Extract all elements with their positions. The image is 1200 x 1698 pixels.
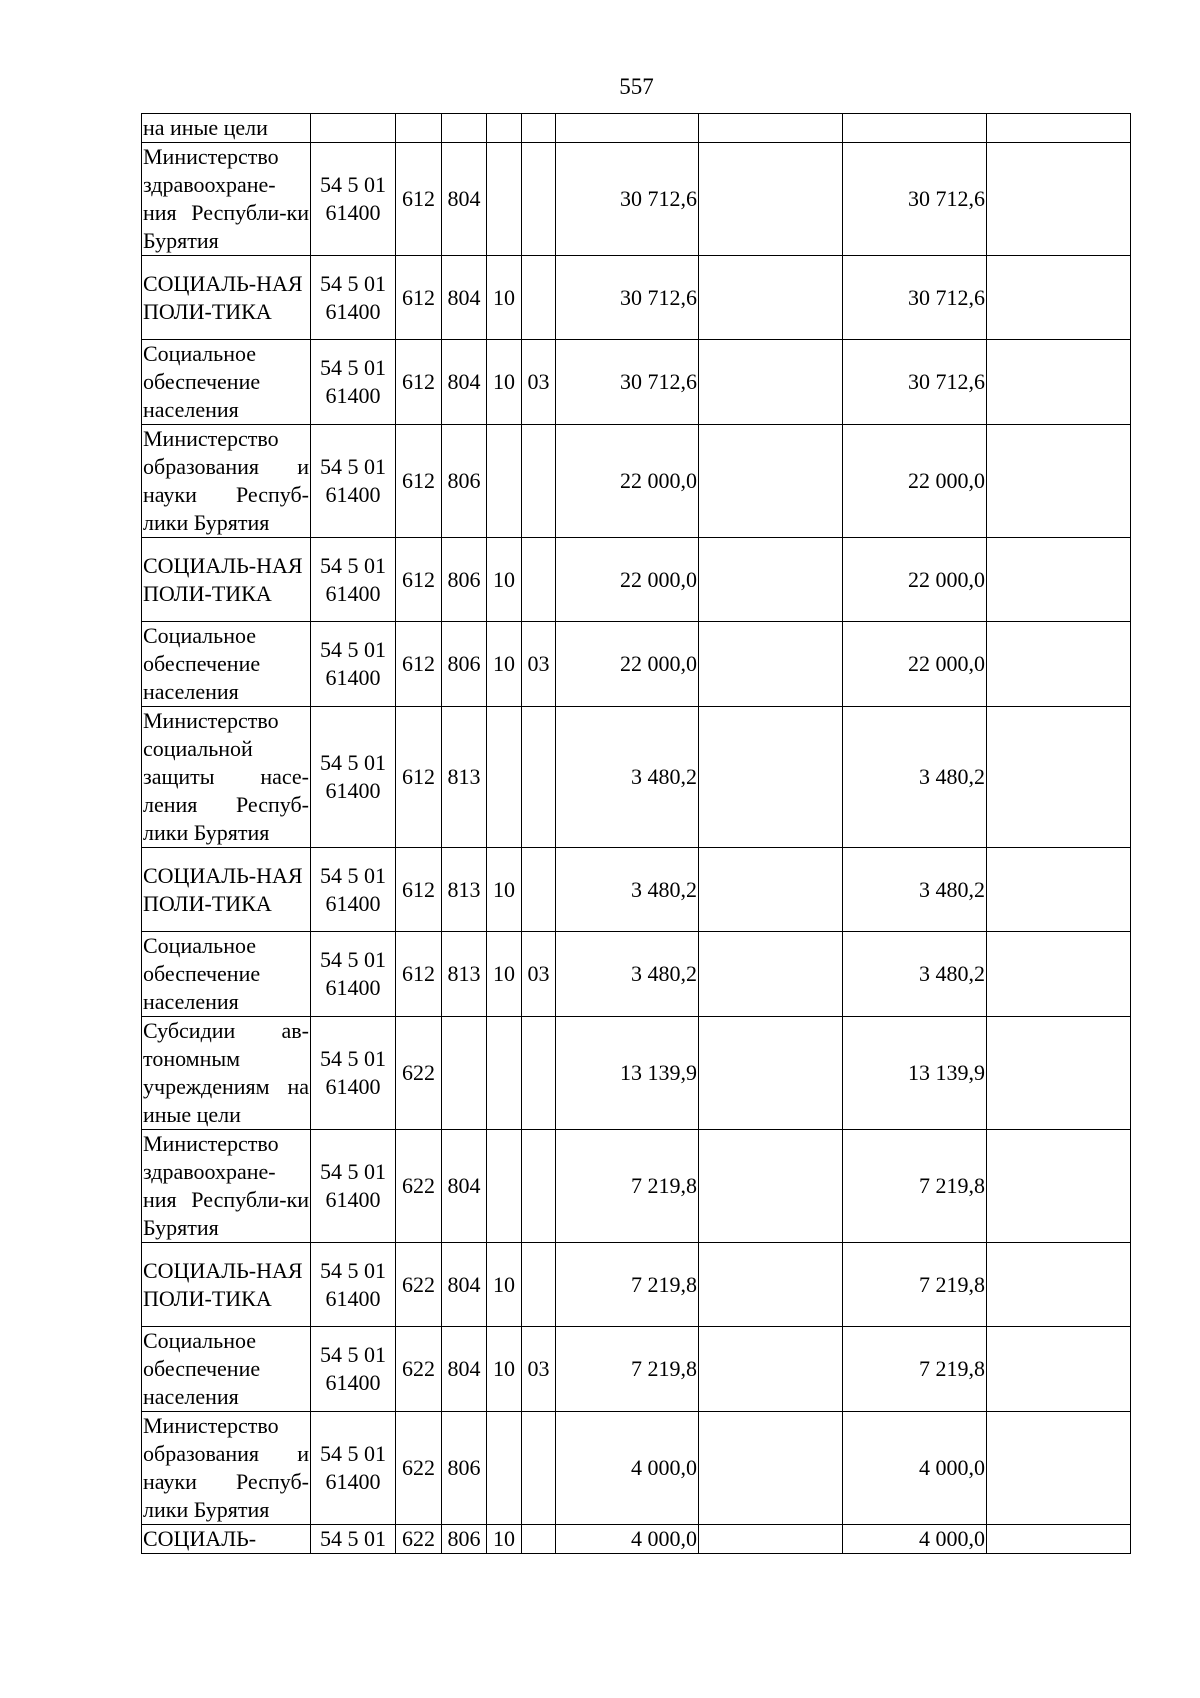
row-pr-cell <box>522 1412 556 1525</box>
row-rz-cell <box>487 425 522 538</box>
row-sum2-cell <box>699 1412 843 1525</box>
table-row <box>142 1017 1131 1130</box>
row-pr-cell: 03 <box>522 932 556 1017</box>
table-row <box>142 143 1131 256</box>
row-grbs-cell: 813 <box>442 848 487 932</box>
row-grbs-cell: 804 <box>442 256 487 340</box>
row-grbs-cell <box>442 1017 487 1130</box>
row-pr-cell <box>522 1243 556 1327</box>
row-rz-cell: 10 <box>487 1525 522 1554</box>
row-sum3-cell: 22 000,0 <box>843 425 987 538</box>
row-sum3-cell: 22 000,0 <box>843 538 987 622</box>
csr-line: 61400 <box>325 778 381 803</box>
row-empty-cell <box>987 707 1131 848</box>
row-pr-cell <box>522 256 556 340</box>
row-sum1-cell: 22 000,0 <box>556 622 699 707</box>
row-vr-cell: 622 <box>396 1017 442 1130</box>
row-sum2-cell <box>699 1525 843 1554</box>
row-sum3-cell: 4 000,0 <box>843 1412 987 1525</box>
table-row <box>142 425 1131 538</box>
row-sum3-cell: 30 712,6 <box>843 340 987 425</box>
row-sum1-cell: 7 219,8 <box>556 1243 699 1327</box>
row-name-cell: Субсидии ав-тономным учреждениям на иные цели <box>142 1017 311 1130</box>
row-sum2-cell <box>699 622 843 707</box>
row-rz-cell <box>487 1017 522 1130</box>
row-name-cell: Социальное обеспечение населения <box>142 1327 311 1412</box>
row-pr-cell <box>522 114 556 143</box>
row-sum2-cell <box>699 114 843 143</box>
row-csr-cell <box>311 143 396 256</box>
row-rz-cell: 10 <box>487 1243 522 1327</box>
csr-line: 61400 <box>325 482 381 507</box>
csr-line: 54 5 01 <box>320 1526 386 1551</box>
table-row <box>142 114 1131 143</box>
row-sum2-cell <box>699 1243 843 1327</box>
row-name-cell: Министерство здравоохране-ния Республи-ки Бурятия <box>142 1130 311 1243</box>
row-rz-cell <box>487 707 522 848</box>
table-body <box>142 114 1131 1554</box>
row-pr-cell <box>522 143 556 256</box>
csr-line: 54 5 01 <box>320 172 386 197</box>
row-sum3-cell: 22 000,0 <box>843 622 987 707</box>
row-rz-cell <box>487 143 522 256</box>
row-csr-cell <box>311 848 396 932</box>
row-name-cell: СОЦИАЛЬ-НАЯ ПОЛИ-ТИКА <box>142 538 311 622</box>
row-csr-cell <box>311 1412 396 1525</box>
csr-line: 61400 <box>325 1469 381 1494</box>
csr-line: 54 5 01 <box>320 862 386 888</box>
row-empty-cell <box>987 1525 1131 1554</box>
row-rz-cell: 10 <box>487 848 522 932</box>
row-csr-cell <box>311 622 396 707</box>
row-csr-cell <box>311 1327 396 1412</box>
row-pr-cell: 03 <box>522 622 556 707</box>
row-name-cell: Социальное обеспечение населения <box>142 340 311 425</box>
row-vr-cell: 612 <box>396 848 442 932</box>
row-csr-cell <box>311 1017 396 1130</box>
row-name-cell: Министерство социальной защиты насе-ления Респуб-лики Бурятия <box>142 707 311 848</box>
table-row <box>142 1412 1131 1525</box>
row-grbs-cell: 806 <box>442 622 487 707</box>
row-sum1-cell: 7 219,8 <box>556 1327 699 1412</box>
csr-line: 54 5 01 <box>320 1046 386 1071</box>
csr-line: 61400 <box>325 975 381 1000</box>
csr-line: 61400 <box>325 383 381 408</box>
table-row <box>142 707 1131 848</box>
table-row <box>142 256 1131 340</box>
row-sum3-cell: 30 712,6 <box>843 256 987 340</box>
row-sum3-cell <box>843 114 987 143</box>
row-sum1-cell: 7 219,8 <box>556 1130 699 1243</box>
row-sum2-cell <box>699 932 843 1017</box>
csr-line: 61400 <box>325 298 381 324</box>
row-sum3-cell: 13 139,9 <box>843 1017 987 1130</box>
table-row <box>142 340 1131 425</box>
row-empty-cell <box>987 622 1131 707</box>
row-sum2-cell <box>699 1327 843 1412</box>
row-empty-cell <box>987 932 1131 1017</box>
row-empty-cell <box>987 1017 1131 1130</box>
table-row <box>142 622 1131 707</box>
row-pr-cell: 03 <box>522 340 556 425</box>
csr-line: 54 5 01 <box>320 1441 386 1466</box>
row-grbs-cell: 806 <box>442 1412 487 1525</box>
row-sum2-cell <box>699 340 843 425</box>
row-sum2-cell <box>699 707 843 848</box>
row-rz-cell: 10 <box>487 538 522 622</box>
csr-line: 61400 <box>325 1074 381 1099</box>
row-sum3-cell: 4 000,0 <box>843 1525 987 1554</box>
row-sum2-cell <box>699 1017 843 1130</box>
row-sum2-cell <box>699 143 843 256</box>
row-grbs-cell: 813 <box>442 707 487 848</box>
row-pr-cell <box>522 707 556 848</box>
row-rz-cell: 10 <box>487 932 522 1017</box>
row-rz-cell: 10 <box>487 256 522 340</box>
row-sum2-cell <box>699 538 843 622</box>
row-sum2-cell <box>699 425 843 538</box>
row-vr-cell: 622 <box>396 1525 442 1554</box>
row-vr-cell: 612 <box>396 340 442 425</box>
table-row <box>142 1327 1131 1412</box>
csr-line: 61400 <box>325 580 381 606</box>
row-name-cell: СОЦИАЛЬ-НАЯ ПОЛИ-ТИКА <box>142 256 311 340</box>
row-sum1-cell: 30 712,6 <box>556 256 699 340</box>
row-empty-cell <box>987 1412 1131 1525</box>
row-vr-cell: 612 <box>396 425 442 538</box>
row-vr-cell: 612 <box>396 707 442 848</box>
row-vr-cell: 622 <box>396 1243 442 1327</box>
csr-line: 54 5 01 <box>320 750 386 775</box>
table-row <box>142 538 1131 622</box>
row-pr-cell <box>522 538 556 622</box>
row-pr-cell <box>522 425 556 538</box>
row-empty-cell <box>987 143 1131 256</box>
row-sum3-cell: 3 480,2 <box>843 848 987 932</box>
row-empty-cell <box>987 340 1131 425</box>
row-sum1-cell: 4 000,0 <box>556 1412 699 1525</box>
row-vr-cell: 612 <box>396 143 442 256</box>
row-sum2-cell <box>699 848 843 932</box>
row-csr-cell <box>311 932 396 1017</box>
row-vr-cell: 622 <box>396 1130 442 1243</box>
row-csr-cell <box>311 707 396 848</box>
csr-line: 61400 <box>325 1285 381 1311</box>
row-sum1-cell: 22 000,0 <box>556 538 699 622</box>
csr-line: 54 5 01 <box>320 1159 386 1184</box>
row-sum3-cell: 7 219,8 <box>843 1327 987 1412</box>
row-sum1-cell: 3 480,2 <box>556 707 699 848</box>
row-csr-cell <box>311 1525 396 1554</box>
row-empty-cell <box>987 256 1131 340</box>
row-sum1-cell: 3 480,2 <box>556 932 699 1017</box>
row-sum3-cell: 7 219,8 <box>843 1130 987 1243</box>
table-row <box>142 1243 1131 1327</box>
csr-line: 61400 <box>325 665 381 690</box>
row-empty-cell <box>987 1327 1131 1412</box>
csr-line: 54 5 01 <box>320 552 386 578</box>
csr-line: 54 5 01 <box>320 355 386 380</box>
row-pr-cell <box>522 848 556 932</box>
row-vr-cell: 612 <box>396 256 442 340</box>
csr-line: 61400 <box>325 1187 381 1212</box>
csr-line: 54 5 01 <box>320 637 386 662</box>
page-number: 557 <box>619 74 654 99</box>
row-pr-cell <box>522 1017 556 1130</box>
csr-line: 61400 <box>325 1370 381 1395</box>
row-csr-cell <box>311 256 396 340</box>
csr-line: 54 5 01 <box>320 1257 386 1283</box>
row-grbs-cell: 804 <box>442 143 487 256</box>
row-grbs-cell: 804 <box>442 340 487 425</box>
row-rz-cell: 10 <box>487 622 522 707</box>
row-grbs-cell: 804 <box>442 1327 487 1412</box>
row-name-cell: Социальное обеспечение населения <box>142 622 311 707</box>
row-vr-cell: 612 <box>396 538 442 622</box>
row-grbs-cell <box>442 114 487 143</box>
row-rz-cell: 10 <box>487 340 522 425</box>
table-row <box>142 932 1131 1017</box>
table-row <box>142 848 1131 932</box>
row-grbs-cell: 804 <box>442 1130 487 1243</box>
row-name-cell: СОЦИАЛЬ- <box>142 1525 311 1554</box>
row-pr-cell <box>522 1525 556 1554</box>
row-empty-cell <box>987 1243 1131 1327</box>
row-sum1-cell: 30 712,6 <box>556 143 699 256</box>
row-csr-cell <box>311 1130 396 1243</box>
row-sum3-cell: 3 480,2 <box>843 707 987 848</box>
table-row <box>142 1130 1131 1243</box>
csr-line: 54 5 01 <box>320 270 386 296</box>
row-sum1-cell: 13 139,9 <box>556 1017 699 1130</box>
row-pr-cell: 03 <box>522 1327 556 1412</box>
row-rz-cell <box>487 1130 522 1243</box>
row-empty-cell <box>987 538 1131 622</box>
table-row <box>142 1525 1131 1554</box>
budget-table <box>141 113 1131 1554</box>
row-name-cell: на иные цели <box>142 114 311 143</box>
row-vr-cell: 622 <box>396 1412 442 1525</box>
row-grbs-cell: 806 <box>442 1525 487 1554</box>
row-pr-cell <box>522 1130 556 1243</box>
row-sum1-cell: 30 712,6 <box>556 340 699 425</box>
csr-line: 61400 <box>325 200 381 225</box>
csr-line: 54 5 01 <box>320 454 386 479</box>
row-csr-cell <box>311 538 396 622</box>
row-empty-cell <box>987 114 1131 143</box>
row-sum1-cell: 3 480,2 <box>556 848 699 932</box>
row-name-cell: Социальное обеспечение населения <box>142 932 311 1017</box>
row-vr-cell: 612 <box>396 622 442 707</box>
row-sum3-cell: 30 712,6 <box>843 143 987 256</box>
row-csr-cell <box>311 1243 396 1327</box>
row-vr-cell: 612 <box>396 932 442 1017</box>
row-grbs-cell: 804 <box>442 1243 487 1327</box>
row-vr-cell: 622 <box>396 1327 442 1412</box>
row-csr-cell <box>311 425 396 538</box>
row-empty-cell <box>987 1130 1131 1243</box>
row-name-cell: Министерство образования и науки Респуб-лики Бурятия <box>142 425 311 538</box>
row-sum3-cell: 3 480,2 <box>843 932 987 1017</box>
row-sum1-cell: 4 000,0 <box>556 1525 699 1554</box>
row-grbs-cell: 806 <box>442 538 487 622</box>
row-sum1-cell: 22 000,0 <box>556 425 699 538</box>
row-sum2-cell <box>699 256 843 340</box>
row-name-cell: СОЦИАЛЬ-НАЯ ПОЛИ-ТИКА <box>142 1243 311 1327</box>
row-rz-cell <box>487 1412 522 1525</box>
row-grbs-cell: 806 <box>442 425 487 538</box>
row-rz-cell: 10 <box>487 1327 522 1412</box>
row-name-cell: Министерство здравоохране-ния Республи-ки Бурятия <box>142 143 311 256</box>
row-csr-cell <box>311 340 396 425</box>
row-name-cell: СОЦИАЛЬ-НАЯ ПОЛИ-ТИКА <box>142 848 311 932</box>
row-sum1-cell <box>556 114 699 143</box>
csr-line: 61400 <box>325 890 381 916</box>
row-csr-cell <box>311 114 396 143</box>
row-name-cell: Министерство образования и науки Респуб-лики Бурятия <box>142 1412 311 1525</box>
row-sum2-cell <box>699 1130 843 1243</box>
csr-line: 54 5 01 <box>320 947 386 972</box>
row-sum3-cell: 7 219,8 <box>843 1243 987 1327</box>
csr-line: 54 5 01 <box>320 1342 386 1367</box>
row-empty-cell <box>987 848 1131 932</box>
row-grbs-cell: 813 <box>442 932 487 1017</box>
row-rz-cell <box>487 114 522 143</box>
row-empty-cell <box>987 425 1131 538</box>
row-vr-cell <box>396 114 442 143</box>
